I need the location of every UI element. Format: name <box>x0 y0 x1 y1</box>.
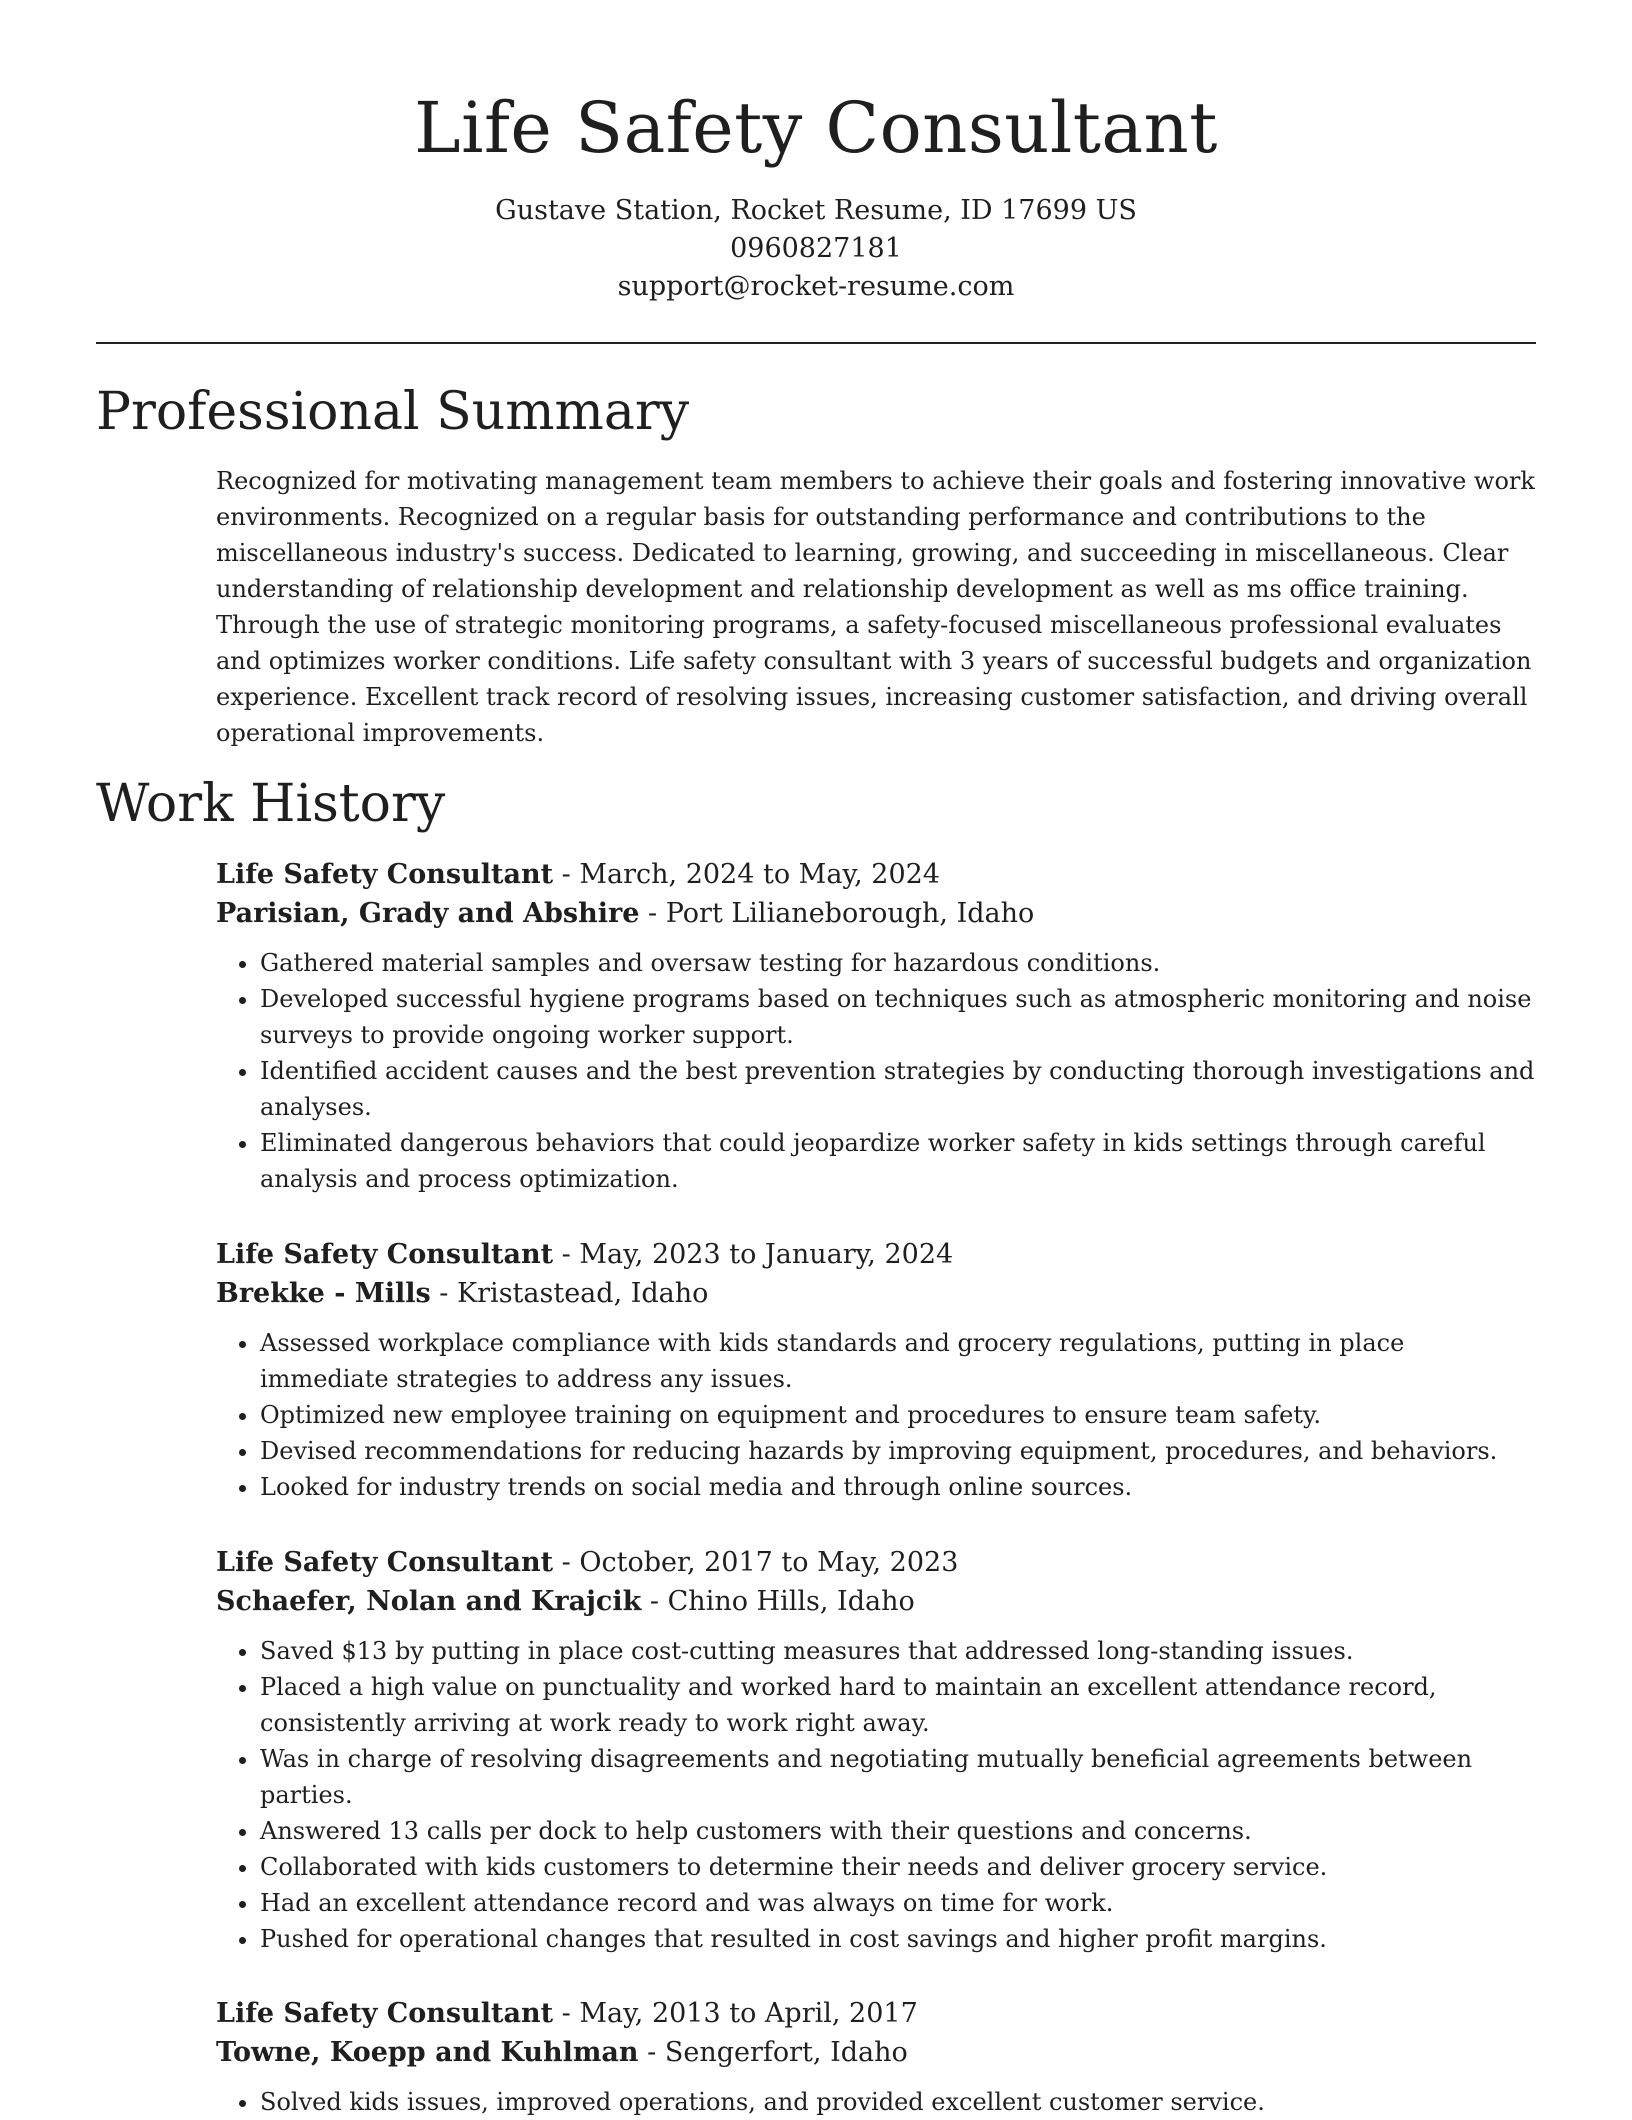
job-bullet: • Eliminated dangerous behaviors that could jeopardize worker safety in kids settings through careful analysis and process optimization. <box>260 1125 1536 1197</box>
job-location: Kristastead, Idaho <box>456 1278 709 1309</box>
job-bullet: • Devised recommendations for reducing hazards by improving equipment, procedures, and behaviors. <box>260 1433 1536 1469</box>
job-entry <box>216 855 1536 1197</box>
job-bullet: • Gathered material samples and oversaw testing for hazardous conditions. <box>260 945 1536 981</box>
work-history-heading: Work History <box>96 774 446 834</box>
job-entry <box>216 1994 1536 2120</box>
contact-email: support@rocket-resume.com <box>617 271 1015 302</box>
job-bullet: • Pushed for operational changes that resulted in cost savings and higher profit margins. <box>260 1921 1536 1957</box>
job-bullet: • Saved $13 by putting in place cost-cutting measures that addressed long-standing issues. <box>260 1633 1536 1669</box>
job-bullet: • Identified accident causes and the best prevention strategies by conducting thorough investigations and analyses. <box>260 1053 1536 1125</box>
job-title-line <box>216 1994 1536 2033</box>
summary-heading: Professional Summary <box>96 382 690 442</box>
job-bullet: • Collaborated with kids customers to determine their needs and deliver grocery service. <box>260 1849 1536 1885</box>
job-location: Port Lilianeborough, Idaho <box>665 898 1035 929</box>
summary-text: Recognized for motivating management team members to achieve their goals and fostering innovative work environments. Recognized on a regular basis for outstanding performance and contributions to the miscellaneous industry's success. Dedicated to learning, growing, and succeeding in miscellaneous. Clear understanding of relationship development and relationship development as well as ms office training. Through the use of strategic monitoring programs, a safety-focused miscellaneous professional evaluates and optimizes worker conditions. Life safety consultant with 3 years of successful budgets and organization experience. Excellent track record of resolving issues, increasing customer satisfaction, and driving overall operational improvements. <box>216 467 1535 747</box>
contact-address: Gustave Station, Rocket Resume, ID 17699 US <box>495 195 1137 226</box>
separator: - <box>553 1547 580 1578</box>
job-bullet: • Placed a high value on punctuality and worked hard to maintain an excellent attendance record, consistently arriving at work ready to work right away. <box>260 1669 1536 1741</box>
job-title-line <box>216 1235 1536 1274</box>
separator: - <box>553 1998 580 2029</box>
job-title-line <box>216 1543 1536 1582</box>
job-bullets <box>216 1633 1536 1957</box>
job-bullet: • Was in charge of resolving disagreements and negotiating mutually beneficial agreements between parties. <box>260 1741 1536 1813</box>
job-location: Chino Hills, Idaho <box>667 1586 915 1617</box>
job-bullets <box>216 2084 1536 2120</box>
job-company-line <box>216 894 1536 933</box>
job-company-line <box>216 1274 1536 1313</box>
job-bullet: • Assessed workplace compliance with kids standards and grocery regulations, putting in place immediate strategies to address any issues. <box>260 1325 1536 1397</box>
job-bullets <box>216 1325 1536 1505</box>
resume-header <box>0 86 1632 306</box>
job-bullet: • Had an excellent attendance record and was always on time for work. <box>260 1885 1536 1921</box>
job-dates: May, 2023 to January, 2024 <box>579 1239 954 1270</box>
job-title: Life Safety Consultant <box>216 1239 554 1270</box>
job-bullet: • Answered 13 calls per dock to help customers with their questions and concerns. <box>260 1813 1536 1849</box>
job-dates: May, 2013 to April, 2017 <box>579 1998 918 2029</box>
job-company: Towne, Koepp and Kuhlman <box>216 2037 639 2068</box>
job-dates: March, 2024 to May, 2024 <box>579 859 940 890</box>
header-divider <box>96 342 1536 344</box>
job-title: Life Safety Consultant <box>216 1998 554 2029</box>
job-bullet: • Developed successful hygiene programs based on techniques such as atmospheric monitoring and noise surveys to provide ongoing worker support. <box>260 981 1536 1053</box>
job-entry <box>216 1543 1536 1957</box>
job-bullet: • Optimized new employee training on equipment and procedures to ensure team safety. <box>260 1397 1536 1433</box>
job-title: Life Safety Consultant <box>216 859 554 890</box>
separator: - <box>430 1278 457 1309</box>
job-title-line <box>216 855 1536 894</box>
job-dates: October, 2017 to May, 2023 <box>579 1547 959 1578</box>
job-company-line <box>216 1582 1536 1621</box>
separator: - <box>553 1239 580 1270</box>
job-company-line <box>216 2033 1536 2072</box>
job-company: Parisian, Grady and Abshire <box>216 898 640 929</box>
separator: - <box>641 1586 668 1617</box>
job-bullet: • Solved kids issues, improved operations, and provided excellent customer service. <box>260 2084 1536 2120</box>
contact-info <box>0 192 1632 306</box>
job-bullet: • Looked for industry trends on social media and through online sources. <box>260 1469 1536 1505</box>
job-bullets <box>216 945 1536 1197</box>
separator: - <box>553 859 580 890</box>
job-location: Sengerfort, Idaho <box>664 2037 908 2068</box>
candidate-name: Life Safety Consultant <box>414 87 1218 169</box>
job-company: Brekke - Mills <box>216 1278 431 1309</box>
separator: - <box>638 2037 665 2068</box>
contact-phone: 0960827181 <box>730 233 902 264</box>
job-entry <box>216 1235 1536 1505</box>
separator: - <box>639 898 666 929</box>
job-company: Schaefer, Nolan and Krajcik <box>216 1586 642 1617</box>
job-title: Life Safety Consultant <box>216 1547 554 1578</box>
